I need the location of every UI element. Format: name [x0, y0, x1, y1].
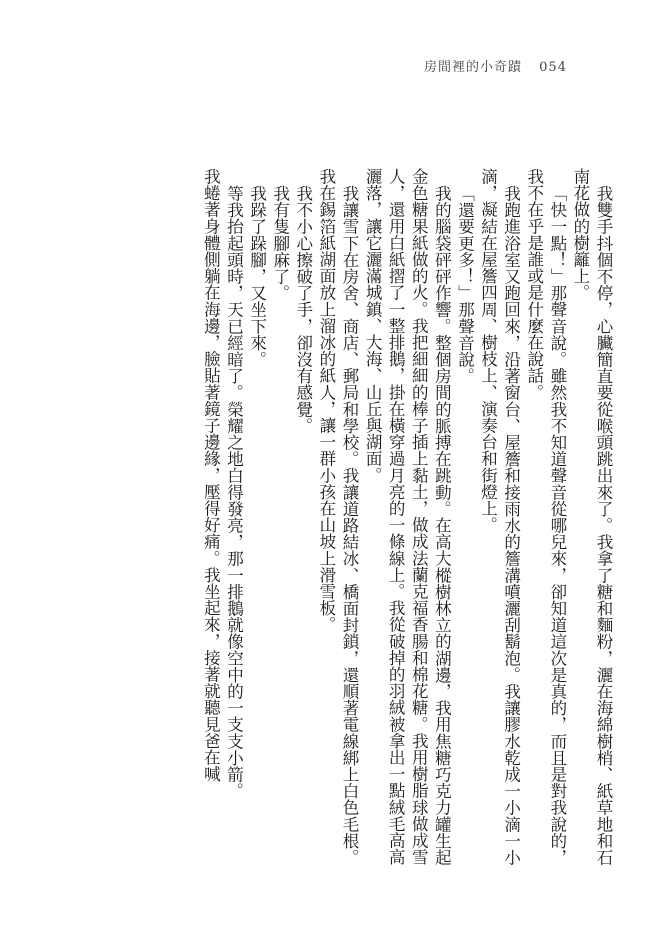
paragraph: 「快一點！」那聲音說。雖然我不知道聲音從哪兒來，卻知道這次是真的，而且是對我說的，我不在乎是誰或是什麼在說話。	[524, 168, 567, 866]
running-header	[424, 56, 624, 75]
page-number: 054	[539, 60, 567, 75]
paragraph: 我蜷著身體側躺在海邊，臉貼著鏡子邊緣，壓得好痛。我坐起來，接著就聽見爸在喊	[201, 168, 221, 783]
page-body	[199, 168, 615, 868]
paragraph: 我讓雪下在房舍、商店、郵局和學校。我讓道路結冰、橋面封鎖，還順著電線綁上白色毛根。我在錫箔紙湖面放上溜冰的紙人，讓一群小孩在山坡上滑雪板。	[316, 168, 359, 866]
paragraph: 等我抬起頭時，天已經暗了。榮耀之地白得發亮，那一排鵝就像空中的一支支小箭。	[224, 184, 244, 799]
paragraph: 我不小心擦破了手，卻沒有感覺。	[293, 184, 313, 434]
paragraph: 我跑進浴室又跑回來，沿著窗台、屋簷和接雨水的簷溝噴灑刮鬍泡。我讓膠水乾成一小滴一小滴，凝結在屋簷四周、樹枝上、演奏台和街燈上。	[478, 168, 521, 866]
paragraph: 我跺了跺腳，又坐下來。	[247, 184, 267, 368]
paragraph: 我的腦袋砰砰作響。整個房間的脈搏在跳動。在高大樅樹林立的湖邊，我用焦糖巧克力罐生起金色糖果紙做的火。我把細細的棒子插上黏土，做成法蘭克福香腸和棉花糖。我用樹脂球做成雪人，還用白紙摺了一整排鵝，掛在橫穿過月亮的一條線上。我從破掉的羽絨被拿出一點絨毛高高灑落，讓它灑滿城鎮、大海、山丘與湖面。	[363, 168, 452, 866]
paragraph: 「還要更多！」那聲音說。	[455, 184, 475, 384]
book-title: 房間裡的小奇蹟	[424, 60, 523, 75]
paragraph: 我雙手抖個不停，心臟簡直要從喉頭跳出來了。我拿了糖和麵粉，灑在海綿樹梢、紙草地和石南花做的樹籬上。	[570, 168, 613, 866]
paragraph: 我有隻腳麻了。	[270, 184, 290, 301]
